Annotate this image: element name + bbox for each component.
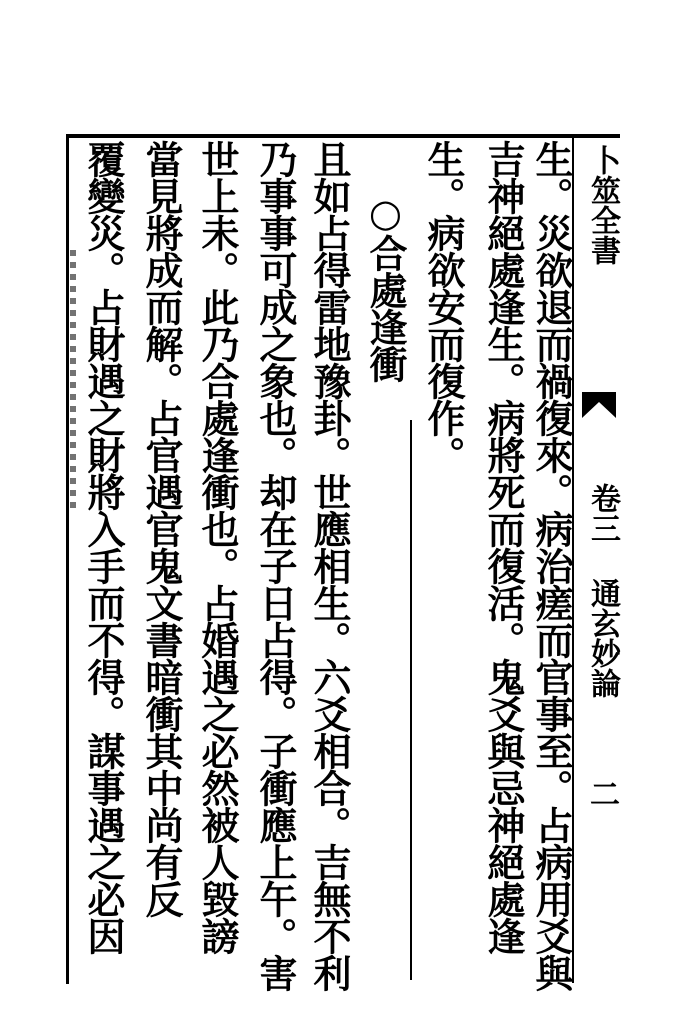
margin-volume: 卷三 [585,483,620,543]
binding-smudge [70,250,76,510]
text-column-7: 世上未。此乃合處逢衝也。占婚遇之必然被人毀謗 [195,140,240,954]
fish-tail-mark-icon [582,392,616,418]
column-rule [410,420,412,980]
text-column-3: 生。病欲安而復作。 [421,140,466,473]
text-column-1: 生。災欲退而禍復來。病治瘥而官事至。占病用爻與 [529,140,574,991]
margin-header [582,145,622,698]
text-column-9: 覆變災。占財遇之財將入手而不得。謀事遇之必因 [81,140,126,954]
text-column-2: 吉神絕處逢生。病將死而復活。鬼爻與忌神絕處逢 [481,140,526,954]
margin-section: 通玄妙論 [585,578,620,698]
text-column-8: 當見將成而解。占官遇官鬼文書暗衝其中尚有反 [139,140,184,917]
top-border-line [66,134,620,138]
text-column-6: 乃事事可成之象也。却在子日占得。子衝應上午。害 [253,140,298,991]
section-heading: ○合處逢衝 [363,190,408,382]
margin-page-number: 二 [590,778,620,813]
margin-book-title: 卜筮全書 [585,145,620,265]
text-column-5: 且如占得雷地豫卦。世應相生。六爻相合。吉無不利 [307,140,352,991]
left-border-line [66,134,69,984]
